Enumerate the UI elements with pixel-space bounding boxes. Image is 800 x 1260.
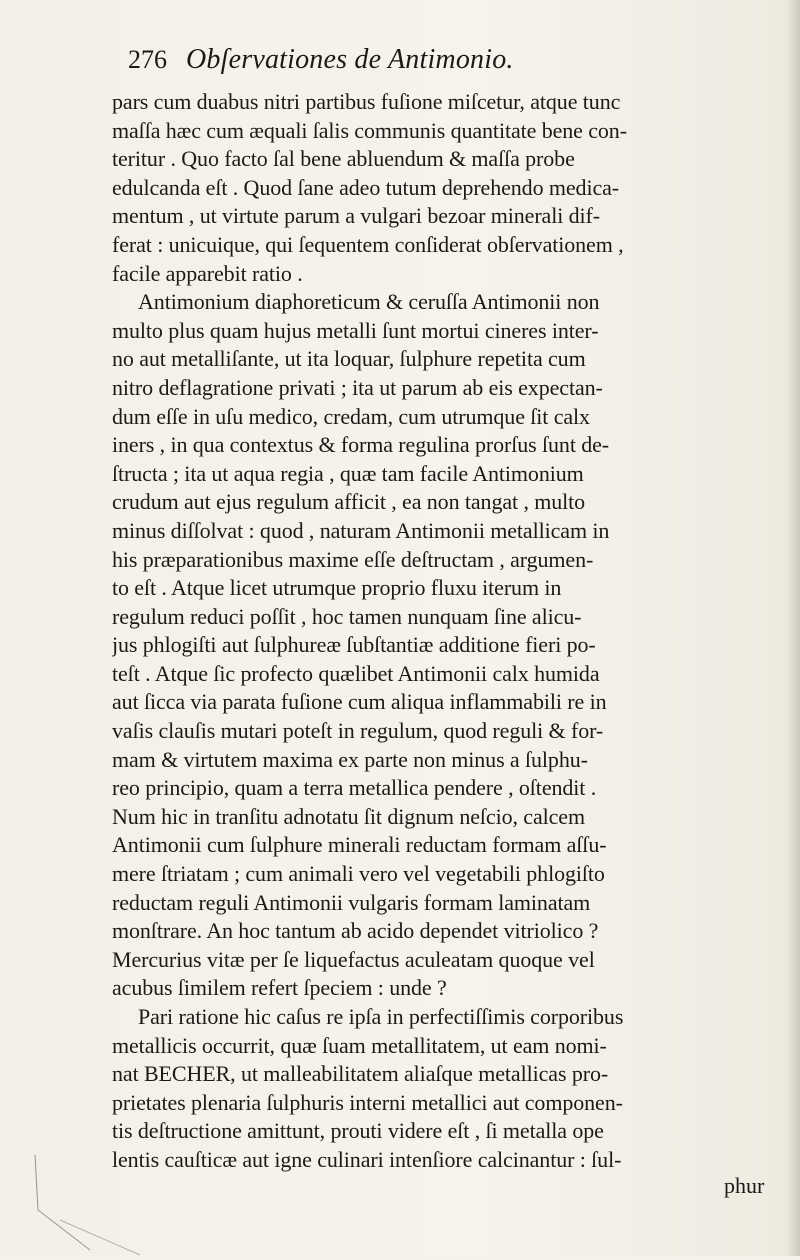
text-line: Pari ratione hic caſus re ipſa in perfectiſſimis corporibus (138, 1004, 624, 1029)
text-line: Antimonium diaphoreticum & ceruſſa Antimonii non (138, 289, 600, 315)
text-line: Num hic in tranſitu adnotatu ſit dignum neſcio, calcem (112, 803, 585, 829)
catchword: phur (724, 1173, 765, 1198)
running-header (128, 40, 648, 80)
text-line: dum eſſe in uſu medico, credam, cum utrumque ſit calx (112, 403, 590, 429)
text-line: aut ſicca via parata fuſione cum aliqua inflammabili re in (112, 689, 607, 715)
text-line: edulcanda eſt . Quod ſane adeo tutum deprehendo medica- (112, 174, 620, 200)
text-line: teſt . Atque ſic profecto quælibet Antimonii calx humida (112, 660, 600, 686)
text-line: crudum aut ejus regulum afficit , ea non tangat , multo (112, 489, 586, 515)
text-line: ferat : unicuique, qui ſequentem conſiderat obſervationem , (112, 231, 624, 257)
running-title: Obſervationes de Antimonio. (186, 44, 514, 75)
text-line: reo principio, quam a terra metallica pendere , oſtendit . (112, 775, 597, 801)
text-line: monſtrare. An hoc tantum ab acido dependet vitriolico ? (112, 918, 599, 944)
text-line: nitro deflagratione privati ; ita ut parum ab eis expectan- (112, 374, 603, 400)
text-line: multo plus quam hujus metalli ſunt mortui cineres inter- (112, 317, 599, 343)
text-line: acubus ſimilem refert ſpeciem : unde ? (112, 975, 447, 1001)
page-number: 276 (128, 45, 167, 74)
text-line: facile apparebit ratio . (112, 260, 303, 286)
text-line: vaſis clauſis mutari poteſt in regulum, quod reguli & for- (112, 718, 604, 744)
text-line: maſſa hæc cum æquali ſalis communis quantitate bene con- (112, 117, 627, 143)
text-line: teritur . Quo facto ſal bene abluendum & maſſa probe (112, 146, 575, 172)
text-line: mam & virtutem maxima ex parte non minus a ſulphu- (112, 746, 588, 772)
text-line: nat BECHER, ut malleabilitatem aliaſque metallicas pro- (112, 1061, 609, 1087)
text-line: his præparationibus maxime eſſe deſtructam , argumen- (112, 546, 594, 572)
text-line: jus phlogiſti aut ſulphureæ ſubſtantiæ additione fieri po- (112, 632, 596, 658)
text-line: mentum , ut virtute parum a vulgari bezoar minerali dif- (112, 203, 601, 229)
text-line: ſtructa ; ita ut aqua regia , quæ tam facile Antimonium (112, 460, 584, 486)
text-line: regulum reduci poſſit , hoc tamen nunquam ſine alicu- (112, 603, 582, 629)
page-edge-shadow (786, 0, 800, 1256)
text-line: iners , in qua contextus & forma regulina prorſus ſunt de- (112, 432, 610, 458)
text-line: pars cum duabus nitri partibus fuſione miſcetur, atque tunc (112, 89, 621, 114)
page-corner-crease (30, 1150, 150, 1260)
text-line: tis deſtructione amittunt, prouti videre eſt , ſi metalla ope (112, 1118, 604, 1144)
text-line: mere ſtriatam ; cum animali vero vel vegetabili phlogiſto (112, 861, 605, 887)
text-line: reductam reguli Antimonii vulgaris formam laminatam (112, 889, 591, 915)
text-line: minus diſſolvat : quod , naturam Antimonii metallicam in (112, 517, 610, 543)
text-line: to eſt . Atque licet utrumque proprio fluxu iterum in (112, 575, 562, 601)
text-line: metallicis occurrit, quæ ſuam metallitatem, ut eam nomi- (112, 1032, 607, 1058)
text-line: lentis cauſticæ aut igne culinari intenſiore calcinantur : ſul- (112, 1146, 622, 1172)
body-text (112, 88, 788, 1175)
text-line: Mercurius vitæ per ſe liquefactus aculeatam quoque vel (112, 946, 595, 972)
text-line: prietates plenaria ſulphuris interni metallici aut componen- (112, 1089, 623, 1115)
text-line: Antimonii cum ſulphure minerali reductam formam aſſu- (112, 832, 607, 858)
text-line: no aut metalliſante, ut ita loquar, ſulphure repetita cum (112, 346, 586, 372)
